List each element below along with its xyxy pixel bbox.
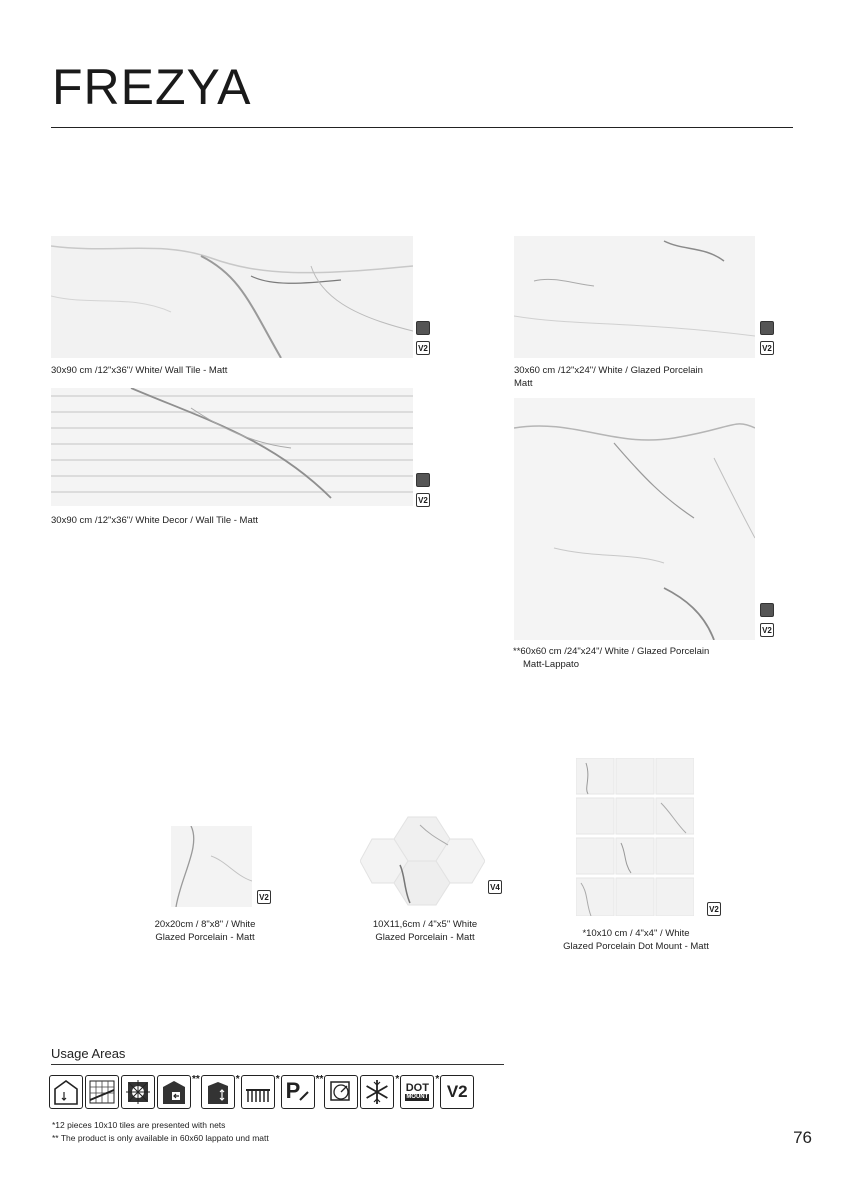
v2-badge: V2 xyxy=(760,623,774,637)
tile-image-20x20 xyxy=(171,826,252,907)
usage-mark: * xyxy=(435,1074,440,1085)
frost-resistant-icon xyxy=(360,1075,394,1109)
tile-image-30x90-white xyxy=(51,236,413,358)
usage-mark: * xyxy=(275,1074,280,1085)
rectified-icon xyxy=(324,1075,358,1109)
v2-badge: V2 xyxy=(760,341,774,355)
v2-icon xyxy=(440,1075,474,1109)
product-caption-60x60 xyxy=(513,645,709,671)
dot-mount-line1: DOT xyxy=(405,1082,429,1094)
caption-line: Matt xyxy=(514,378,533,389)
v2-badge: V2 xyxy=(416,341,430,355)
v2-badge: V2 xyxy=(707,902,721,916)
tile-image-30x60 xyxy=(514,236,755,358)
caption-line: Glazed Porcelain - Matt xyxy=(155,932,255,943)
caption-line: 10X11,6cm / 4"x5" White xyxy=(372,919,478,930)
bathroom-icon xyxy=(201,1075,235,1109)
v2-icon-text: V2 xyxy=(446,1082,468,1101)
tile-image-60x60 xyxy=(514,398,755,640)
caption-line: Glazed Porcelain Dot Mount - Matt xyxy=(563,941,709,952)
usage-icons-row xyxy=(49,1075,476,1109)
parking-icon xyxy=(281,1075,315,1109)
fence-icon xyxy=(241,1075,275,1109)
dot-mount-line2: MOUNT xyxy=(406,1094,429,1100)
wall-icon xyxy=(416,321,430,335)
usage-mark: ** xyxy=(315,1074,324,1085)
caption-line: 30x60 cm /12"x24"/ White / Glazed Porcelain xyxy=(514,365,703,376)
usage-mark: * xyxy=(395,1074,400,1085)
page-title: FREZYA xyxy=(52,59,252,115)
caption-line: 20x20cm / 8"x8" / White xyxy=(154,919,256,930)
usage-mark: * xyxy=(235,1074,240,1085)
tile-image-hexagon xyxy=(360,815,485,907)
caption-line: *10x10 cm / 4"x4" / White xyxy=(582,928,690,939)
wall-frost-icon xyxy=(121,1075,155,1109)
product-caption-30x90-decor: 30x90 cm /12"x36"/ White Decor / Wall Tile - Matt xyxy=(51,515,259,526)
tile-image-10x10-dot-mount xyxy=(576,758,694,916)
v2-badge: V2 xyxy=(257,890,271,904)
wall-icon xyxy=(760,321,774,335)
dot-mount-icon xyxy=(400,1075,434,1109)
indoor-floor-icon xyxy=(49,1075,83,1109)
v4-badge: V4 xyxy=(488,880,502,894)
caption-line: **60x60 cm /24"x24"/ White / Glazed Porcelain xyxy=(513,646,710,657)
usage-areas-label: Usage Areas xyxy=(51,1046,126,1061)
product-caption-10x10 xyxy=(540,927,732,953)
caption-line: Glazed Porcelain - Matt xyxy=(375,932,475,943)
product-caption-20x20 xyxy=(130,918,280,944)
parking-letter: P xyxy=(285,1078,301,1103)
caption-line: Matt-Lappato xyxy=(523,659,579,670)
wall-icon xyxy=(760,603,774,617)
indoor-wall-icon xyxy=(157,1075,191,1109)
product-caption-hexagon xyxy=(350,918,500,944)
tile-image-30x90-decor xyxy=(51,388,413,506)
title-divider xyxy=(51,127,793,128)
v2-badge: V2 xyxy=(416,493,430,507)
product-caption-30x90-white: 30x90 cm /12"x36"/ White/ Wall Tile - Matt xyxy=(51,365,228,376)
usage-areas-divider xyxy=(51,1064,504,1065)
product-caption-30x60 xyxy=(514,364,703,390)
wall-icon xyxy=(416,473,430,487)
usage-mark: ** xyxy=(192,1074,200,1085)
kitchen-icon xyxy=(85,1075,119,1109)
page-number: 76 xyxy=(793,1128,812,1147)
footnote-nets: *12 pieces 10x10 tiles are presented with nets xyxy=(52,1120,226,1130)
footnote-availability: ** The product is only available in 60x60 lappato und matt xyxy=(52,1133,269,1143)
